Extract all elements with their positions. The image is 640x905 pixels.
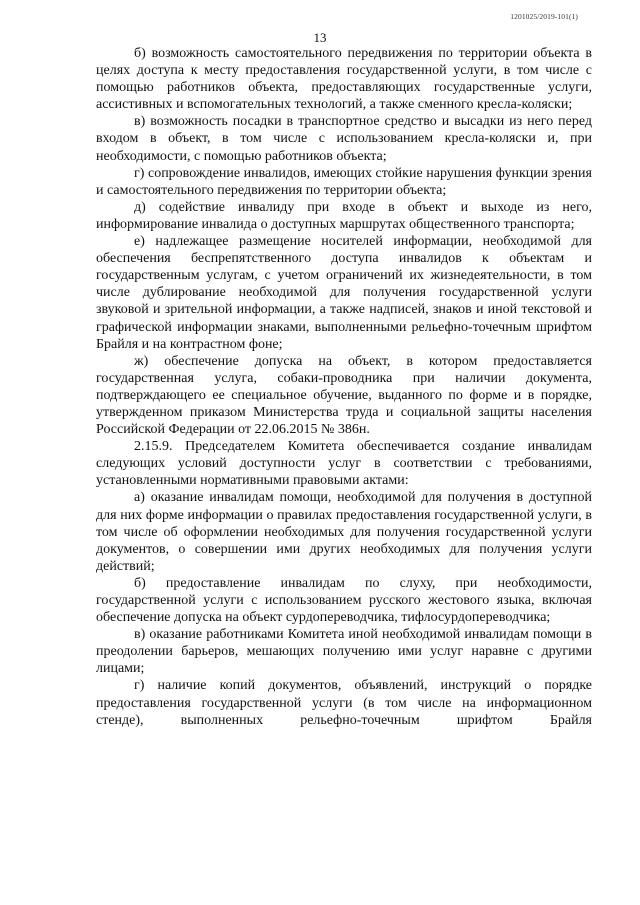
paragraph-g-2: г) наличие копий документов, объявлений, инструкций о порядке предоставления государственной услуги (в том числе на информационном стенде), выполненных рельефно-точечным шрифтом Брайля: [96, 678, 592, 728]
paragraph-v: в) возможность посадки в транспортное средство и высадки из него перед входом в объект, в том числе с использованием кресла-коляски и, при необходимости, с помощью работников объекта;: [96, 114, 592, 164]
paragraph-b-2: б) предоставление инвалидам по слуху, при необходимости, государственной услуги с использованием русского жестового языка, включая обеспечение допуска на объект сурдопереводчика, тифлосурдопереводчика;: [96, 575, 592, 626]
paragraph-e: е) надлежащее размещение носителей информации, необходимой для обеспечения беспрепятственного доступа инвалидов к объектам и государственным услугам, с учетом ограничений их жизнедеятельности, в том числе дублирование необходимой для получения государственной услуги звуковой и зрительной информации, а также надписей, знаков и иной текстовой и графической информации знаками, выполненными рельефно-точечным шрифтом Брайля и на контрастном фоне;: [96, 234, 592, 352]
document-body: [96, 45, 592, 729]
paragraph-a: а) оказание инвалидам помощи, необходимой для получения в доступной для них форме информации о правилах предоставления государственной услуги, в том числе об оформлении необходимых для получения государственной услуги документов, о совершении ими других необходимых для получения услуги действий;: [96, 490, 592, 574]
paragraph-d: д) содействие инвалиду при входе в объект и выходе из него, информирование инвалида о доступных маршрутах общественного транспорта;: [96, 199, 592, 232]
paragraph-2-15-9: 2.15.9. Председателем Комитета обеспечивается создание инвалидам следующих условий доступности услуг в соответствии с требованиями, установленными нормативными правовыми актами:: [96, 439, 592, 489]
paragraph-zh: ж) обеспечение допуска на объект, в котором предоставляется государственная услуга, собаки-проводника при наличии документа, подтверждающего ее специальное обучение, выданного по форме и в порядке, утвержденном приказом Министерства труда и социальной защиты населения Российской Федерации от 22.06.2015 № 386н.: [96, 353, 592, 438]
paragraph-v-2: в) оказание работниками Комитета иной необходимой инвалидам помощи в преодолении барьеров, мешающих получению ими услуг наравне с другими лицами;: [96, 627, 592, 677]
paragraph-g: г) сопровождение инвалидов, имеющих стойкие нарушения функции зрения и самостоятельного передвижения по территории объекта;: [96, 165, 592, 198]
page-number: 13: [313, 30, 327, 45]
document-code: 1201025/2019-101(1): [510, 12, 578, 21]
paragraph-b: б) возможность самостоятельного передвижения по территории объекта в целях доступа к месту предоставления государственной услуги, в том числе с помощью работников объекта, предоставляющих государственные услуги, ассистивных и вспомогательных технологий, а также сменного кресла-коляски;: [96, 46, 592, 113]
